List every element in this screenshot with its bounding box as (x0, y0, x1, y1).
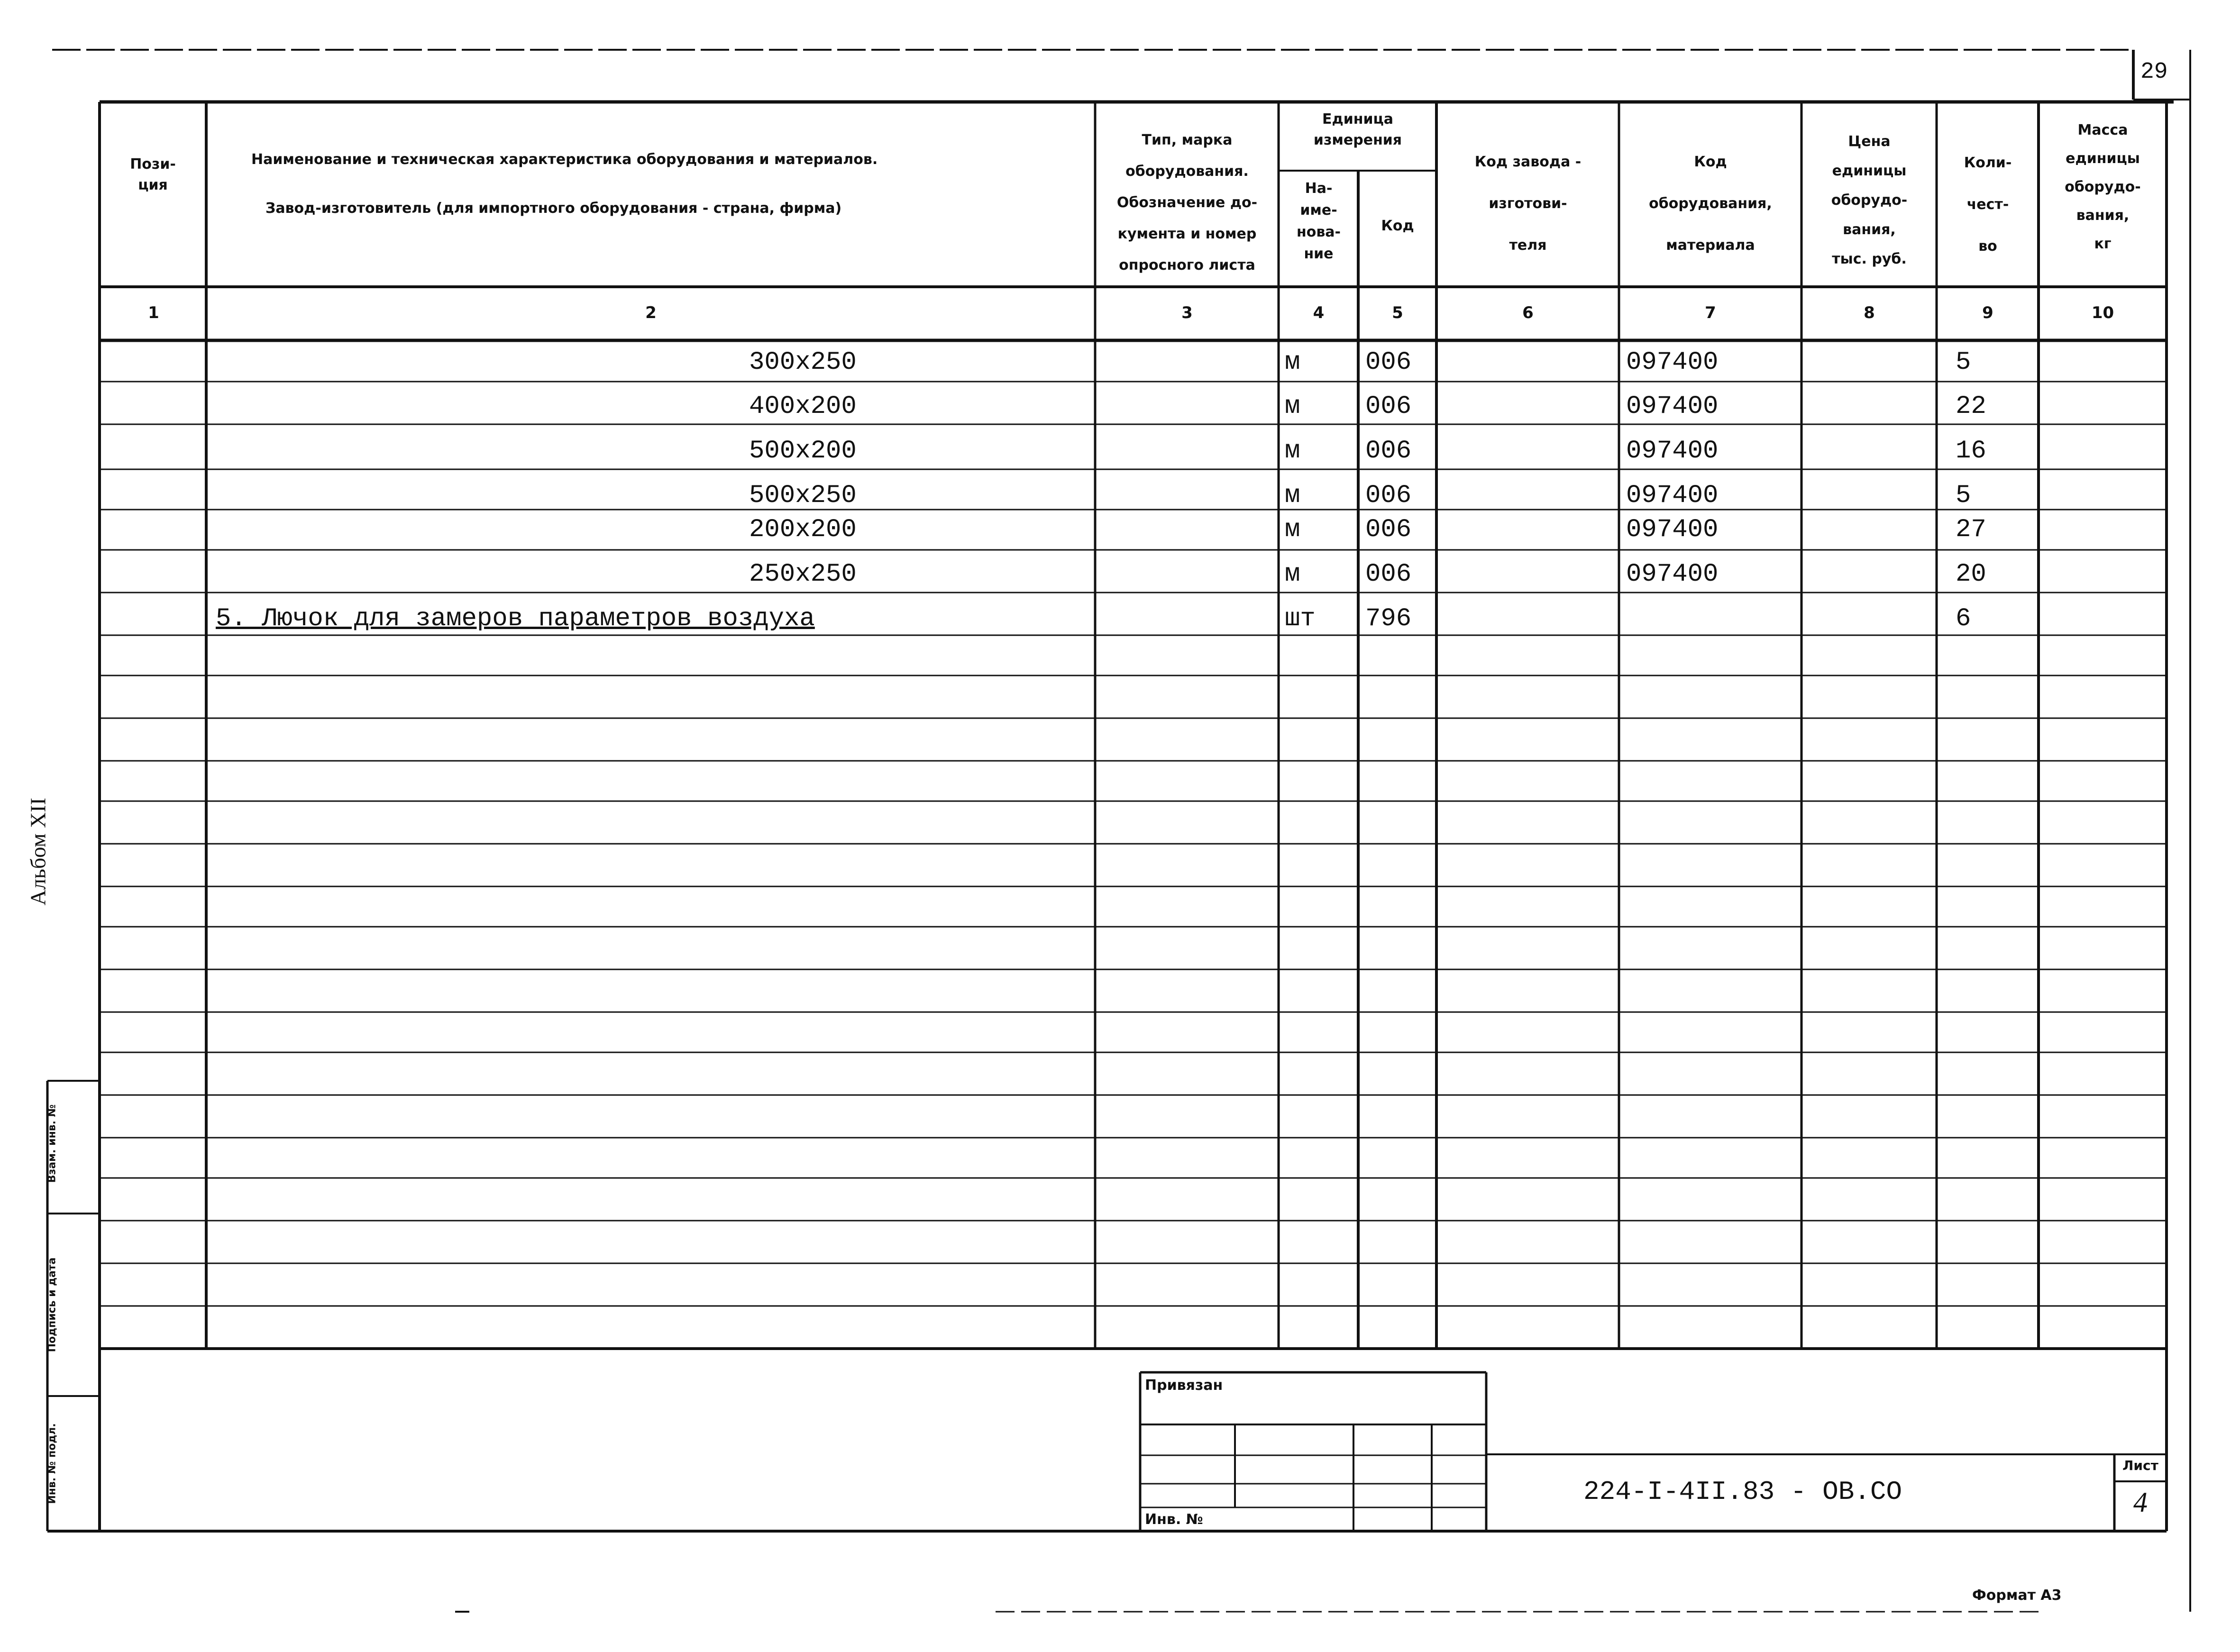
row-quantity: 27 (1956, 515, 1986, 544)
row-unit-code: 006 (1365, 515, 1412, 544)
row-quantity: 5 (1956, 481, 1971, 510)
row-unit-code: 006 (1365, 348, 1412, 377)
row-unit: м (1285, 515, 1300, 544)
stamp-attached-label: Привязан (1145, 1377, 1223, 1394)
row-name: 250x250 (749, 560, 857, 589)
sheet-value: 4 (2133, 1487, 2148, 1518)
side-label-inv-original: Инв. № подл. (46, 1423, 58, 1504)
header-position: Пози- ция (130, 156, 176, 193)
row-quantity: 22 (1956, 392, 1986, 421)
header-factory-code: Код завода - изготови- теля (1474, 154, 1582, 254)
row-unit: м (1285, 392, 1300, 421)
row-name: 200x200 (749, 515, 857, 544)
row-name: 300x250 (749, 348, 857, 377)
document-code: 224-I-4II.83 - ОВ.СО (1583, 1477, 1902, 1507)
header-unit-name: На- име- нова- ние (1296, 180, 1341, 262)
column-number: 4 (1313, 303, 1325, 322)
sheet-label: Лист (2122, 1458, 2158, 1473)
row-material-code: 097400 (1626, 392, 1719, 421)
column-number: 5 (1392, 303, 1403, 322)
column-number: 6 (1522, 303, 1534, 322)
row-unit-code: 006 (1365, 481, 1412, 510)
row-quantity: 20 (1956, 560, 1986, 589)
side-label-signature-date: Подпись и дата (46, 1257, 58, 1352)
row-name: 500x250 (749, 481, 857, 510)
row-unit: шт (1285, 604, 1316, 633)
row-unit: м (1285, 560, 1300, 589)
row-quantity: 16 (1956, 437, 1986, 465)
row-name: 400x200 (749, 392, 857, 421)
row-quantity: 5 (1956, 348, 1971, 377)
row-unit-code: 006 (1365, 437, 1412, 465)
side-label-album: Альбом XII (26, 797, 50, 906)
row-material-code: 097400 (1626, 515, 1719, 544)
header-quantity: Коли- чест- во (1964, 155, 2012, 255)
row-material-code: 097400 (1626, 481, 1719, 510)
column-number: 7 (1705, 303, 1716, 322)
stamp-inv-label: Инв. № (1145, 1511, 1203, 1528)
corner-sheet-number: 29 (2140, 59, 2168, 85)
column-number: 3 (1181, 303, 1193, 322)
row-material-code: 097400 (1626, 437, 1719, 465)
column-number: 2 (645, 303, 657, 322)
header-name-line1: Наименование и техническая характеристика оборудования и материалов. (251, 151, 878, 168)
side-label-replace-inv: Взам. инв. № (46, 1104, 58, 1183)
row-unit-code: 006 (1365, 560, 1412, 589)
header-unit-code: Код (1381, 218, 1414, 234)
header-mass: Масса единицы оборудо- вания, кг (2065, 122, 2141, 252)
row-unit: м (1285, 481, 1300, 510)
row-unit-code: 796 (1365, 604, 1412, 633)
header-price: Цена единицы оборудо- вания, тыс. руб. (1831, 133, 1908, 267)
row-name: 500x200 (749, 437, 857, 465)
header-type: Тип, марка оборудования. Обозначение до- кумента и номер опросного листа (1116, 132, 1258, 274)
row-unit: м (1285, 437, 1300, 465)
header-material-code: Код оборудования, материала (1649, 154, 1772, 254)
format-label: Формат А3 (1972, 1587, 2062, 1604)
column-number: 10 (2091, 303, 2114, 322)
row-name: 5. Лючок для замеров параметров воздуха (216, 604, 815, 633)
row-material-code: 097400 (1626, 560, 1719, 589)
row-material-code: 097400 (1626, 348, 1719, 377)
column-number: 9 (1982, 303, 1993, 322)
column-number: 1 (148, 303, 159, 322)
header-name-line2: Завод-изготовитель (для импортного оборудования - страна, фирма) (265, 200, 842, 217)
row-unit-code: 006 (1365, 392, 1412, 421)
column-number: 8 (1864, 303, 1875, 322)
row-quantity: 6 (1956, 604, 1971, 633)
row-unit: м (1285, 348, 1300, 377)
header-unit-group: Единица измерения (1313, 111, 1402, 148)
